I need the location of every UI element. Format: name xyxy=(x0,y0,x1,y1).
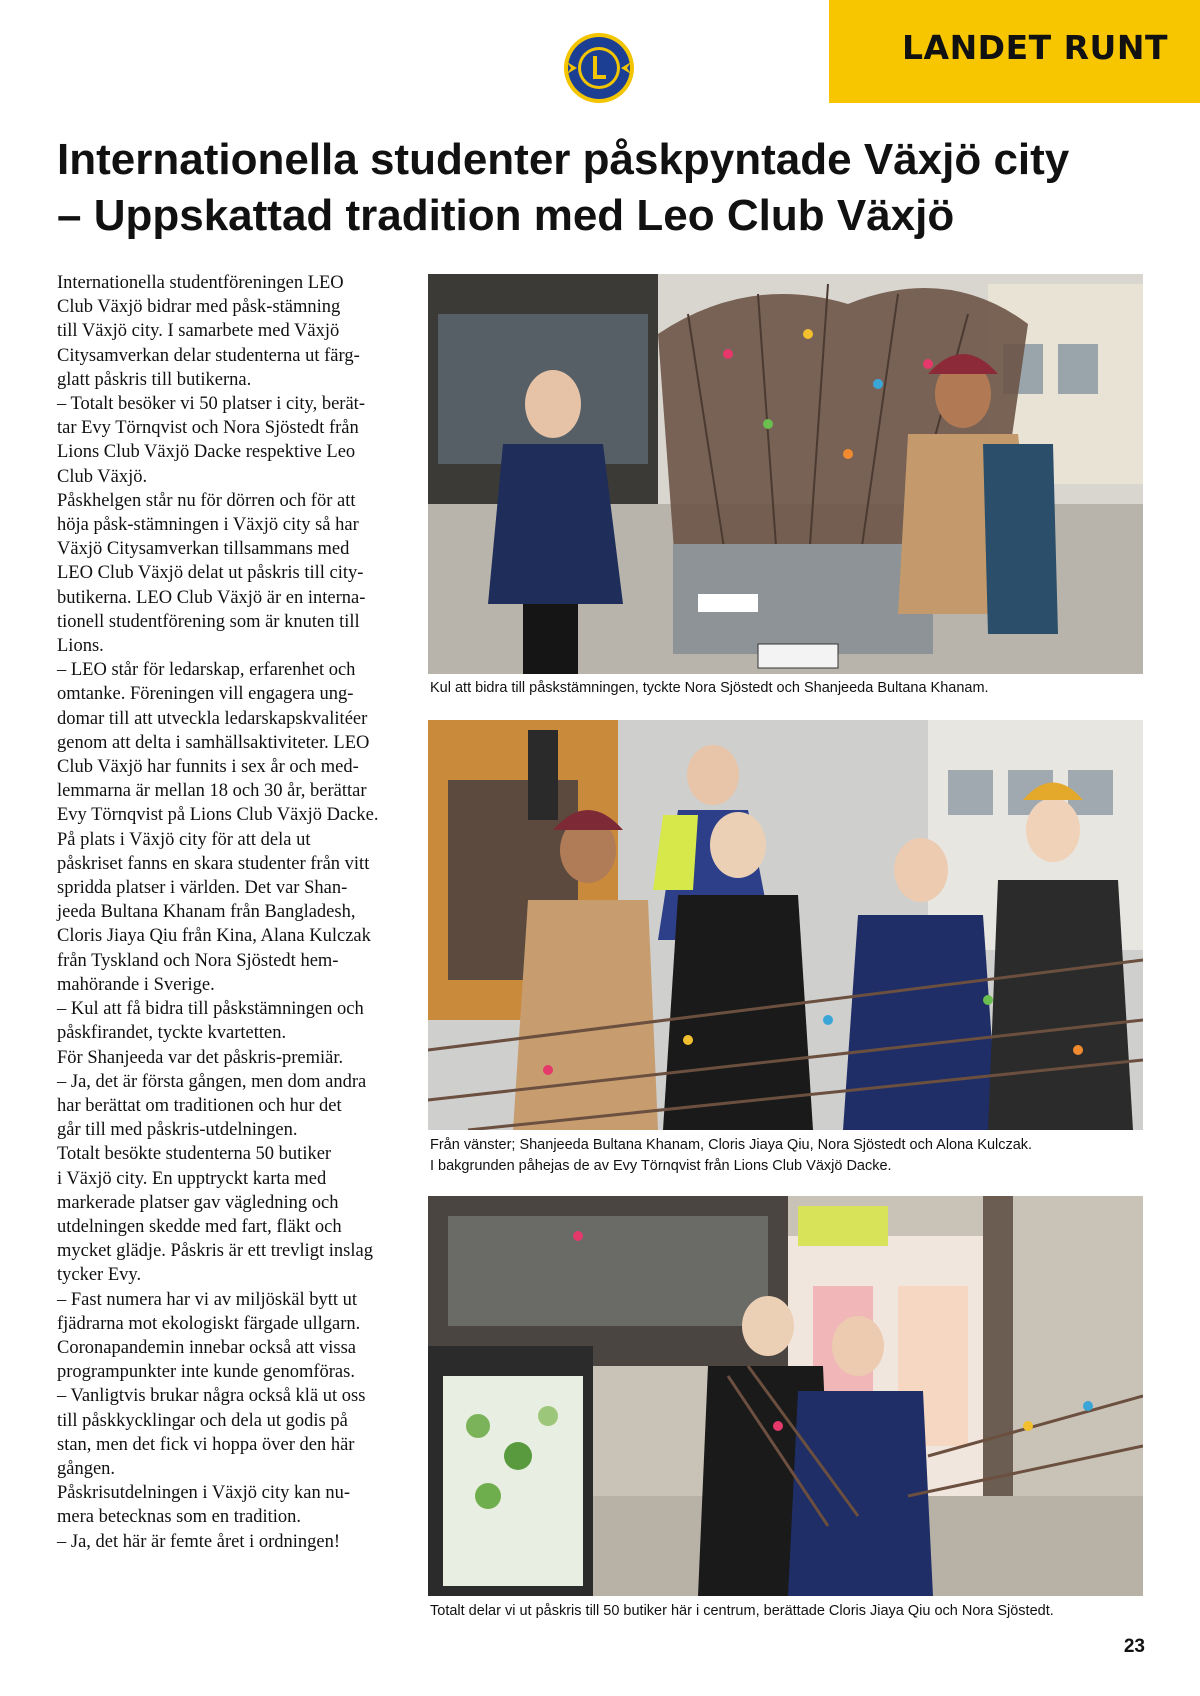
body-text-line: Cloris Jiaya Qiu från Kina, Alana Kulczak xyxy=(57,926,371,947)
body-text-line: går till med påskris-utdelningen. xyxy=(57,1120,298,1141)
body-text-line: Club Växjö bidrar med påsk-stämning xyxy=(57,297,341,318)
body-text-line: lemmarna är mellan 18 och 30 år, berättar xyxy=(57,781,367,802)
headline-line-2: – Uppskattad tradition med Leo Club Växjö xyxy=(57,191,955,240)
body-text-line: höja påsk-stämningen i Växjö city så har xyxy=(57,515,359,536)
article-headline xyxy=(57,132,1167,244)
body-text-line: – Ja, det är första gången, men dom andra xyxy=(57,1071,367,1092)
photo-kiosk-pair xyxy=(428,1196,1143,1596)
body-text-line: tycker Evy. xyxy=(57,1265,142,1286)
body-text-line: genom att delta i samhällsaktiviteter. LEO xyxy=(57,732,370,753)
body-text-line: Citysamverkan delar studenterna ut färg- xyxy=(57,345,360,366)
body-text-line: påskriset fanns en skara studenter från vitt xyxy=(57,853,370,874)
page-number: 23 xyxy=(1123,1636,1145,1657)
lions-international-logo-icon xyxy=(563,32,635,104)
body-text-line: påskfirandet, tyckte kvartetten. xyxy=(57,1023,287,1044)
caption-line: Kul att bidra till påskstämningen, tyckte Nora Sjöstedt och Shanjeeda Bultana Khanam. xyxy=(430,680,989,696)
body-text-line: För Shanjeeda var det påskris-premiär. xyxy=(57,1047,344,1068)
photo-2-caption xyxy=(430,1135,1160,1177)
body-text-line: – Ja, det här är femte året i ordningen! xyxy=(57,1531,341,1552)
body-text-line: Club Växjö har funnits i sex år och med- xyxy=(57,757,359,778)
body-text-line: mera betecknas som en tradition. xyxy=(57,1507,302,1528)
body-text-line: fjädrarna mot ekologiskt färgade ullgarn. xyxy=(57,1313,361,1334)
body-text-line: domar till att utveckla ledarskapskvalitéer xyxy=(57,708,368,729)
body-text-line: tionell studentförening som är knuten till xyxy=(57,611,360,632)
body-text-line: Växjö Citysamverkan tillsammans med xyxy=(57,539,350,560)
body-text-line: – LEO står för ledarskap, erfarenhet och xyxy=(57,660,356,681)
body-text-line: Lions. xyxy=(57,636,104,657)
body-text-line: Lions Club Växjö Dacke respektive Leo xyxy=(57,442,356,463)
photo-students-trailer xyxy=(428,274,1143,674)
caption-line: I bakgrunden påhejas de av Evy Törnqvist från Lions Club Växjö Dacke. xyxy=(430,1158,892,1174)
section-banner xyxy=(829,0,1200,103)
body-text-line: omtanke. Föreningen vill engagera ung- xyxy=(57,684,354,705)
body-text-line: mycket glädje. Påskris är ett trevligt inslag xyxy=(57,1241,373,1262)
caption-line: Totalt delar vi ut påskris till 50 butiker här i centrum, berättade Cloris Jiaya Qiu och Nora Sjöstedt. xyxy=(430,1603,1054,1619)
caption-line: Från vänster; Shanjeeda Bultana Khanam, Cloris Jiaya Qiu, Nora Sjöstedt och Alona Kulczak. xyxy=(430,1137,1033,1153)
body-text-line: Coronapandemin innebar också att vissa xyxy=(57,1337,356,1358)
body-text-line: gången. xyxy=(57,1458,116,1479)
body-text-line: stan, men det fick vi hoppa över den här xyxy=(57,1434,355,1455)
body-text-line: Totalt besökte studenterna 50 butiker xyxy=(57,1144,332,1165)
photo-3-caption xyxy=(430,1601,1160,1622)
section-label: LANDET RUNT xyxy=(902,28,1168,67)
body-text-line: spridda platser i världen. Det var Shan- xyxy=(57,878,348,899)
body-text-line: Påskrisutdelningen i Växjö city kan nu- xyxy=(57,1483,351,1504)
body-text-line: Internationella studentföreningen LEO xyxy=(57,273,344,293)
body-text-line: – Kul att få bidra till påskstämningen och xyxy=(57,999,364,1020)
body-text-line: butikerna. LEO Club Växjö är en interna- xyxy=(57,587,366,608)
body-text-line: glatt påskris till butikerna. xyxy=(57,369,252,390)
body-text-line: Påskhelgen står nu för dörren och för att xyxy=(57,490,356,511)
body-text-line: På plats i Växjö city för att dela ut xyxy=(57,829,311,850)
body-text-line: Club Växjö. xyxy=(57,466,148,487)
body-text-line: till påskkycklingar och dela ut godis på xyxy=(57,1410,348,1431)
body-text-line: tar Evy Törnqvist och Nora Sjöstedt från xyxy=(57,418,359,439)
headline-line-1: Internationella studenter påskpyntade Växjö city xyxy=(57,135,1070,184)
body-text-line: från Tyskland och Nora Sjöstedt hem- xyxy=(57,950,339,971)
body-text-line: LEO Club Växjö delat ut påskris till city- xyxy=(57,563,364,584)
photo-group-five xyxy=(428,720,1143,1130)
body-text-line: programpunkter inte kunde genomföras. xyxy=(57,1362,355,1383)
article-body xyxy=(57,271,407,1554)
body-text-line: utdelningen skedde med fart, fläkt och xyxy=(57,1216,342,1237)
photo-1-caption xyxy=(430,678,1160,699)
body-text-line: markerade platser gav vägledning och xyxy=(57,1192,339,1213)
body-text-line: Evy Törnqvist på Lions Club Växjö Dacke. xyxy=(57,805,379,826)
body-text-line: – Totalt besöker vi 50 platser i city, berät- xyxy=(57,394,365,415)
body-text-line: – Fast numera har vi av miljöskäl bytt ut xyxy=(57,1289,358,1310)
body-text-line: har berättat om traditionen och hur det xyxy=(57,1095,342,1116)
body-text-line: – Vanligtvis brukar några också klä ut oss xyxy=(57,1386,366,1407)
body-text-line: mahörande i Sverige. xyxy=(57,974,215,995)
body-text-line: jeeda Bultana Khanam från Bangladesh, xyxy=(57,902,356,923)
body-text-line: till Växjö city. I samarbete med Växjö xyxy=(57,321,340,342)
body-text-line: i Växjö city. En upptryckt karta med xyxy=(57,1168,327,1189)
